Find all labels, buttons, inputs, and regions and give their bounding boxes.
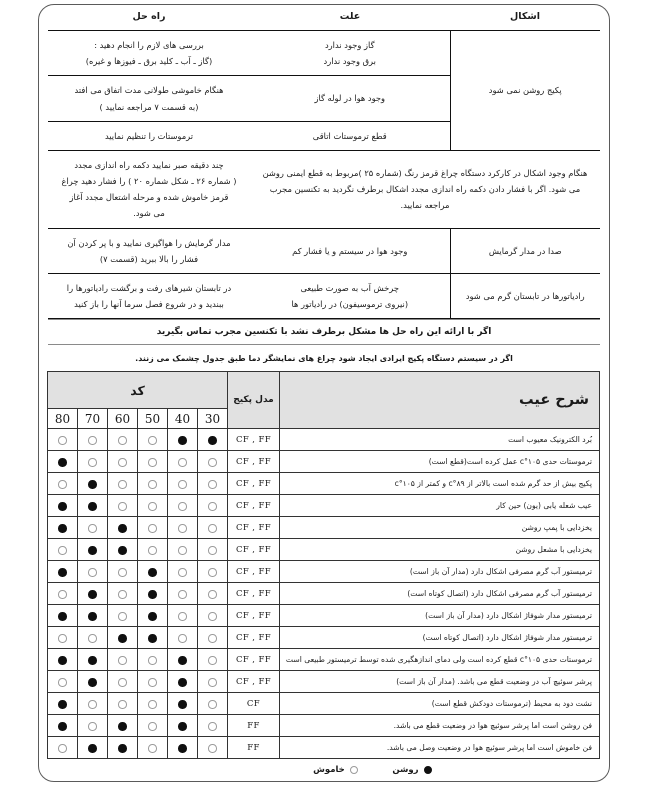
lamp-on-icon xyxy=(118,546,127,555)
lamp-off-icon xyxy=(118,612,127,621)
code-table-row xyxy=(47,539,599,561)
lamp-off-icon xyxy=(208,634,217,643)
code-column-60: 60 xyxy=(108,409,138,429)
lamp-off-icon xyxy=(178,546,187,555)
code-cell-80 xyxy=(47,429,77,451)
lamp-on-icon xyxy=(148,568,157,577)
lamp-off-icon xyxy=(88,524,97,533)
lamp-off-icon xyxy=(88,722,97,731)
lamp-off-icon xyxy=(208,480,217,489)
lamp-off-icon xyxy=(88,700,97,709)
lamp-on-icon xyxy=(178,656,187,665)
table-row xyxy=(48,273,600,318)
package-model-cell: CF xyxy=(228,693,280,715)
troubleshooting-table xyxy=(48,4,600,319)
cell-solution: مدار گرمایش را هواگیری نمایید و با پر کردن آن فشار را بالا ببرید (قسمت ۷) xyxy=(48,228,250,273)
lamp-off-icon xyxy=(208,546,217,555)
lamp-off-icon xyxy=(208,458,217,467)
code-cell-50 xyxy=(138,473,168,495)
lamp-off-icon xyxy=(178,524,187,533)
fault-description-cell: فن روشن است اما پرشر سوئیچ هوا در وضعیت قطع می باشد. xyxy=(280,715,600,737)
fault-description-cell: یخزدایی با پمپ روشن xyxy=(280,517,600,539)
lamp-off-icon xyxy=(58,590,67,599)
code-cell-60 xyxy=(108,539,138,561)
lamp-on-icon xyxy=(88,590,97,599)
code-cell-50 xyxy=(138,715,168,737)
code-cell-40 xyxy=(168,671,198,693)
code-cell-40 xyxy=(168,539,198,561)
lamp-off-icon xyxy=(148,546,157,555)
lamp-off-icon xyxy=(58,678,67,687)
code-cell-40 xyxy=(168,627,198,649)
lamp-on-icon xyxy=(58,722,67,731)
code-cell-80 xyxy=(47,473,77,495)
code-cell-50 xyxy=(138,583,168,605)
lamp-off-icon xyxy=(148,700,157,709)
legend-on-label: روشن xyxy=(392,765,419,776)
code-cell-60 xyxy=(108,517,138,539)
package-model-cell: CF , FF xyxy=(228,649,280,671)
code-table-row xyxy=(47,495,599,517)
fault-description-cell: پکیج بیش از حد گرم شده است بالاتر از ۸۹°c و کمتر از ۱۰۵°c xyxy=(280,473,600,495)
lamp-off-icon xyxy=(208,656,217,665)
lamp-off-icon xyxy=(148,436,157,445)
lamp-off-icon xyxy=(88,458,97,467)
code-cell-70 xyxy=(78,715,108,737)
lamp-on-icon xyxy=(58,656,67,665)
code-cell-80 xyxy=(47,649,77,671)
package-model-cell: CF , FF xyxy=(228,451,280,473)
code-cell-70 xyxy=(78,583,108,605)
code-cell-80 xyxy=(47,495,77,517)
code-cell-80 xyxy=(47,451,77,473)
lamp-on-icon xyxy=(148,590,157,599)
cell-problem: پکیج روشن نمی شود xyxy=(450,31,600,151)
code-cell-40 xyxy=(168,451,198,473)
notice-blinking-lights: اگر در سیستم دستگاه پکیج ایرادی ایجاد شود چراغ های نمایشگر دما طبق جدول چشمک می زنند. xyxy=(135,354,513,364)
code-cell-60 xyxy=(108,671,138,693)
code-cell-70 xyxy=(78,495,108,517)
code-cell-50 xyxy=(138,693,168,715)
lamp-on-icon xyxy=(88,612,97,621)
package-model-cell: CF , FF xyxy=(228,583,280,605)
lamp-on-icon xyxy=(148,634,157,643)
code-table-row xyxy=(47,671,599,693)
package-model-cell: CF , FF xyxy=(228,495,280,517)
code-cell-60 xyxy=(108,737,138,759)
lamp-on-icon xyxy=(118,722,127,731)
lamp-off-icon xyxy=(178,502,187,511)
table-row xyxy=(48,228,600,273)
code-table-row xyxy=(47,649,599,671)
code-cell-70 xyxy=(78,451,108,473)
lamp-on-icon xyxy=(178,436,187,445)
code-cell-70 xyxy=(78,605,108,627)
cell-solution: در تابستان شیرهای رفت و برگشت رادیاتورها را ببندید و در شروع فصل سرما آنها را باز کنید xyxy=(48,273,250,318)
lamp-off-icon xyxy=(118,568,127,577)
code-cell-70 xyxy=(78,517,108,539)
lamp-on-icon xyxy=(178,700,187,709)
lamp-on-icon xyxy=(424,766,433,775)
code-cell-80 xyxy=(47,627,77,649)
lamp-off-icon xyxy=(178,568,187,577)
lamp-on-icon xyxy=(88,678,97,687)
lamp-on-icon xyxy=(88,546,97,555)
lamp-off-icon xyxy=(208,700,217,709)
lamp-off-icon xyxy=(208,744,217,753)
package-model-cell: CF , FF xyxy=(228,539,280,561)
table-row xyxy=(48,31,600,76)
lamp-on-icon xyxy=(88,480,97,489)
code-cell-30 xyxy=(198,737,228,759)
lamp-off-icon xyxy=(148,458,157,467)
code-column-50: 50 xyxy=(138,409,168,429)
package-model-cell: CF , FF xyxy=(228,473,280,495)
lamp-off-icon xyxy=(208,678,217,687)
code-column-80: 80 xyxy=(47,409,77,429)
code-cell-40 xyxy=(168,715,198,737)
lamp-off-icon xyxy=(178,590,187,599)
lamp-off-icon xyxy=(350,766,359,775)
code-cell-30 xyxy=(198,429,228,451)
lamp-on-icon xyxy=(58,700,67,709)
cell-cause-wide: هنگام وجود اشکال در کارکرد دستگاه چراغ قرمز رنگ (شماره ۲۵ )مربوط به قطع ایمنی روشن می شود. اگر با فشار دادن دکمه راه اندازی مجدد اشکال برطرف نگردید به تکنسین مجرب مراجعه نمایید. xyxy=(250,150,600,228)
code-cell-60 xyxy=(108,693,138,715)
header-fault-description: شرح عیب xyxy=(280,372,600,429)
package-model-cell: CF , FF xyxy=(228,671,280,693)
lamp-off-icon xyxy=(178,612,187,621)
lamp-on-icon xyxy=(148,612,157,621)
fault-description-cell: پرشر سوئیچ آب در وضعیت قطع می باشد. (مدار آن باز است) xyxy=(280,671,600,693)
package-model-cell: CF , FF xyxy=(228,429,280,451)
code-cell-30 xyxy=(198,539,228,561)
lamp-off-icon xyxy=(88,568,97,577)
lamp-off-icon xyxy=(58,634,67,643)
code-cell-40 xyxy=(168,583,198,605)
code-cell-50 xyxy=(138,671,168,693)
lamp-off-icon xyxy=(178,634,187,643)
code-cell-80 xyxy=(47,715,77,737)
package-model-cell: CF , FF xyxy=(228,561,280,583)
code-cell-60 xyxy=(108,495,138,517)
code-cell-70 xyxy=(78,693,108,715)
code-cell-70 xyxy=(78,737,108,759)
page-content xyxy=(48,4,600,775)
header-problem: اشکال xyxy=(510,11,540,22)
code-table-row xyxy=(47,737,599,759)
code-cell-50 xyxy=(138,737,168,759)
package-model-cell: FF xyxy=(228,715,280,737)
code-cell-30 xyxy=(198,517,228,539)
code-cell-30 xyxy=(198,583,228,605)
code-cell-40 xyxy=(168,517,198,539)
legend xyxy=(48,759,600,775)
lamp-off-icon xyxy=(148,502,157,511)
lamp-off-icon xyxy=(58,480,67,489)
lamp-off-icon xyxy=(208,524,217,533)
code-cell-40 xyxy=(168,473,198,495)
cell-cause: قطع ترموستات اتاقی xyxy=(250,121,450,150)
code-cell-80 xyxy=(47,583,77,605)
lamp-on-icon xyxy=(118,744,127,753)
code-cell-60 xyxy=(108,715,138,737)
package-model-cell: CF , FF xyxy=(228,517,280,539)
table-row-safety-reset xyxy=(48,150,600,228)
code-cell-70 xyxy=(78,649,108,671)
notice-contact-technician: اگر با ارائه این راه حل ها مشکل برطرف نشد با تکنسین مجرب تماس بگیرید xyxy=(156,327,492,338)
fault-description-cell: ترموستات حدی ۱۰۵°c قطع کرده است ولی دمای اندازهگیری شده توسط ترمیستور طبیعی است xyxy=(280,649,600,671)
lamp-off-icon xyxy=(118,590,127,599)
lamp-off-icon xyxy=(178,458,187,467)
code-cell-70 xyxy=(78,671,108,693)
lamp-off-icon xyxy=(58,744,67,753)
code-table-row xyxy=(47,627,599,649)
code-cell-50 xyxy=(138,627,168,649)
code-cell-60 xyxy=(108,451,138,473)
fault-description-cell: یخزدایی با مشعل روشن xyxy=(280,539,600,561)
lamp-off-icon xyxy=(148,480,157,489)
code-cell-60 xyxy=(108,429,138,451)
legend-off-label: خاموش xyxy=(313,765,345,776)
code-cell-50 xyxy=(138,517,168,539)
code-cell-50 xyxy=(138,429,168,451)
lamp-off-icon xyxy=(148,656,157,665)
code-table-row xyxy=(47,583,599,605)
fault-description-cell: عیب شعله یابی (یون) حین کار xyxy=(280,495,600,517)
code-cell-80 xyxy=(47,517,77,539)
code-cell-40 xyxy=(168,737,198,759)
lamp-off-icon xyxy=(208,568,217,577)
lamp-off-icon xyxy=(208,612,217,621)
fault-description-cell: ترمیستور مدار شوفاژ اشکال دارد (اتصال کوتاه است) xyxy=(280,627,600,649)
code-cell-50 xyxy=(138,451,168,473)
notices-section xyxy=(48,319,600,371)
cell-cause: وجود هوا در لوله گاز xyxy=(250,76,450,121)
cell-cause: وجود هوا در سیستم و یا فشار کم xyxy=(250,228,450,273)
lamp-off-icon xyxy=(148,524,157,533)
package-model-cell: CF , FF xyxy=(228,605,280,627)
lamp-on-icon xyxy=(208,436,217,445)
fault-description-cell: نشت دود به محیط (ترموستات دودکش قطع است) xyxy=(280,693,600,715)
code-cell-50 xyxy=(138,605,168,627)
legend-on xyxy=(392,765,432,775)
code-table-row xyxy=(47,517,599,539)
lamp-off-icon xyxy=(148,678,157,687)
code-cell-80 xyxy=(47,737,77,759)
header-code: کد xyxy=(47,372,227,409)
code-cell-60 xyxy=(108,649,138,671)
code-cell-70 xyxy=(78,539,108,561)
code-cell-50 xyxy=(138,539,168,561)
cell-problem: رادیاتورها در تابستان گرم می شود xyxy=(450,273,600,318)
error-code-table xyxy=(47,371,600,759)
code-table-header-row xyxy=(47,372,599,409)
code-cell-60 xyxy=(108,627,138,649)
code-cell-40 xyxy=(168,693,198,715)
fault-description-cell: ترمیستور آب گرم مصرفی اشکال دارد (مدار آن باز است) xyxy=(280,561,600,583)
lamp-off-icon xyxy=(208,502,217,511)
code-cell-30 xyxy=(198,495,228,517)
cell-cause: چرخش آب به صورت طبیعی (نیروی ترموسیفون) در رادیاتور ها xyxy=(250,273,450,318)
lamp-off-icon xyxy=(178,480,187,489)
code-table-body xyxy=(47,429,599,759)
code-cell-70 xyxy=(78,429,108,451)
code-cell-40 xyxy=(168,429,198,451)
cell-problem: صدا در مدار گرمایش xyxy=(450,228,600,273)
code-column-70: 70 xyxy=(78,409,108,429)
header-cause: علت xyxy=(339,11,361,22)
code-table-row xyxy=(47,429,599,451)
lamp-on-icon xyxy=(178,744,187,753)
code-cell-60 xyxy=(108,583,138,605)
lamp-off-icon xyxy=(58,436,67,445)
code-cell-30 xyxy=(198,451,228,473)
lamp-off-icon xyxy=(208,722,217,731)
lamp-off-icon xyxy=(88,436,97,445)
fault-description-cell: ترمیستور آب گرم مصرفی اشکال دارد (اتصال کوتاه است) xyxy=(280,583,600,605)
cell-solution: هنگام خاموشی طولانی مدت اتفاق می افتد (به قسمت ۷ مراجعه نمایید ) xyxy=(48,76,250,121)
lamp-on-icon xyxy=(58,612,67,621)
code-cell-30 xyxy=(198,627,228,649)
lamp-on-icon xyxy=(88,502,97,511)
code-cell-30 xyxy=(198,561,228,583)
code-cell-80 xyxy=(47,605,77,627)
cell-cause: گاز وجود ندارد برق وجود ندارد xyxy=(250,31,450,76)
code-cell-50 xyxy=(138,495,168,517)
code-table-row xyxy=(47,693,599,715)
header-solution: راه حل xyxy=(132,11,166,22)
package-model-cell: CF , FF xyxy=(228,627,280,649)
code-cell-30 xyxy=(198,473,228,495)
code-column-40: 40 xyxy=(168,409,198,429)
code-cell-80 xyxy=(47,693,77,715)
package-model-cell: FF xyxy=(228,737,280,759)
code-cell-40 xyxy=(168,495,198,517)
lamp-on-icon xyxy=(118,524,127,533)
code-cell-70 xyxy=(78,627,108,649)
fault-description-cell: فن خاموش است اما پرشر سوئیچ هوا در وضعیت وصل می باشد. xyxy=(280,737,600,759)
lamp-off-icon xyxy=(58,546,67,555)
lamp-off-icon xyxy=(118,678,127,687)
lamp-off-icon xyxy=(118,480,127,489)
lamp-on-icon xyxy=(178,722,187,731)
code-cell-30 xyxy=(198,671,228,693)
lamp-off-icon xyxy=(148,722,157,731)
lamp-on-icon xyxy=(58,502,67,511)
lamp-off-icon xyxy=(118,700,127,709)
lamp-on-icon xyxy=(58,458,67,467)
lamp-off-icon xyxy=(118,656,127,665)
code-table-row xyxy=(47,605,599,627)
lamp-off-icon xyxy=(208,590,217,599)
lamp-on-icon xyxy=(88,744,97,753)
code-cell-50 xyxy=(138,561,168,583)
code-table-row xyxy=(47,561,599,583)
code-cell-70 xyxy=(78,473,108,495)
fault-description-cell: ترموستات حدی ۱۰۵°c عمل کرده است(قطع است) xyxy=(280,451,600,473)
lamp-on-icon xyxy=(58,524,67,533)
fault-description-cell: بُرد الکترونیک معیوب است xyxy=(280,429,600,451)
lamp-off-icon xyxy=(118,502,127,511)
code-table-row xyxy=(47,715,599,737)
code-cell-40 xyxy=(168,561,198,583)
code-cell-30 xyxy=(198,605,228,627)
lamp-off-icon xyxy=(148,744,157,753)
lamp-off-icon xyxy=(88,634,97,643)
code-cell-30 xyxy=(198,715,228,737)
fault-description-cell: ترمیستور مدار شوفاژ اشکال دارد (مدار آن باز است) xyxy=(280,605,600,627)
code-cell-40 xyxy=(168,649,198,671)
code-cell-50 xyxy=(138,649,168,671)
code-table-row xyxy=(47,473,599,495)
lamp-off-icon xyxy=(118,458,127,467)
header-package-model: مدل پکیج xyxy=(228,372,280,429)
lamp-on-icon xyxy=(118,634,127,643)
lamp-off-icon xyxy=(118,436,127,445)
code-cell-60 xyxy=(108,605,138,627)
legend-off xyxy=(313,765,358,775)
lamp-on-icon xyxy=(178,678,187,687)
code-cell-60 xyxy=(108,561,138,583)
code-cell-30 xyxy=(198,649,228,671)
cell-solution: بررسی های لازم را انجام دهید : (گاز ـ آب ـ کلید برق ـ فیوزها و غیره) xyxy=(48,31,250,76)
lamp-on-icon xyxy=(88,656,97,665)
lamp-on-icon xyxy=(58,568,67,577)
cell-solution: چند دقیقه صبر نمایید دکمه راه اندازی مجدد ( شماره ۲۶ ـ شکل شماره ۲۰ ) را فشار دهید چراغ قرمز خاموش شده و مرحله اشتعال مجدد آغاز می شود. xyxy=(48,150,250,228)
troubleshooting-header-row xyxy=(48,4,600,31)
code-cell-80 xyxy=(47,671,77,693)
code-column-30: 30 xyxy=(198,409,228,429)
code-table-row xyxy=(47,451,599,473)
code-cell-80 xyxy=(47,539,77,561)
code-cell-80 xyxy=(47,561,77,583)
code-cell-70 xyxy=(78,561,108,583)
code-cell-30 xyxy=(198,693,228,715)
code-cell-40 xyxy=(168,605,198,627)
code-cell-60 xyxy=(108,473,138,495)
cell-solution: ترموستات را تنظیم نمایید xyxy=(48,121,250,150)
